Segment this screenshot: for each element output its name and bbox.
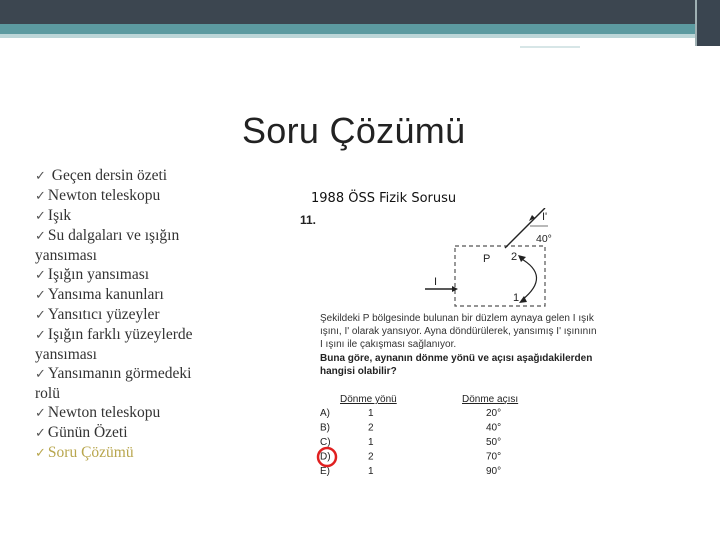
checkmark-icon: ✓ [35,446,46,461]
bullet-text: Yansıtıcı yüzeyler [47,306,160,323]
bullet-text: Yansımanın görmedeki rolü [35,365,192,402]
checkmark-icon: ✓ [35,169,46,184]
bullet-item [35,226,220,265]
option-dir: 2 [368,422,374,434]
option-letter: E) [320,466,330,477]
bullet-item [35,186,220,206]
bullet-item [35,364,220,403]
option-letter: C) [320,437,331,448]
question-number: 11. [300,213,317,227]
bullet-text: Newton teleskopu [47,187,161,204]
option-angle: 90° [486,466,502,477]
bullet-text: Işık [47,207,72,224]
option-letter: B) [320,422,330,434]
checkmark-icon: ✓ [35,189,46,204]
question-line-1: Şekildeki P bölgesinde bulunan bir düzlem aynaya gelen I ışık [320,313,594,324]
bullet-text: Geçen dersin özeti [47,167,168,184]
slide-title: Soru Çözümü [242,110,466,151]
bullet-text: Newton teleskopu [47,404,161,421]
option-letter: A) [320,408,330,419]
checkmark-icon: ✓ [35,406,46,421]
checkmark-icon: ✓ [35,209,46,224]
top-band-dark [0,0,720,24]
question-source-label: 1988 ÖSS Fizik Sorusu [311,191,457,206]
option-letter: D) [320,451,331,463]
checkmark-icon: ✓ [35,367,46,382]
bullet-text: Işığın yansıması [47,266,150,283]
bullet-text: Yansıma kanunları [47,286,164,303]
checkmark-icon: ✓ [35,268,46,283]
label-angle: 40° [536,233,552,245]
checkmark-icon: ✓ [35,288,46,303]
corner-decor-box [695,0,720,46]
bullet-item [35,265,220,285]
table-header-angle: Dönme açısı [462,394,519,405]
question-bold-2: hangisi olabilir? [320,366,397,377]
label-i-prime: I' [542,211,548,223]
top-band-teal-light [0,34,720,38]
option-angle: 70° [486,451,502,463]
decor-line [520,46,580,48]
bullet-item [35,305,220,325]
table-header-direction: Dönme yönü [340,394,397,405]
bullet-text: Su dalgaları ve ışığın yansıması [35,227,180,264]
rotation-arc [520,258,537,300]
option-dir: 2 [368,451,374,463]
bullet-list [35,166,220,463]
bullet-item [35,443,220,463]
p-region [455,246,545,306]
option-angle: 50° [486,437,502,448]
option-angle: 20° [486,408,502,419]
label-two: 2 [511,251,518,263]
bullet-item [35,285,220,305]
option-angle: 40° [486,422,502,434]
label-i: I [434,276,438,288]
option-dir: 1 [368,466,374,477]
bullet-item [35,403,220,423]
bullet-item [35,423,220,443]
checkmark-icon: ✓ [35,308,46,323]
checkmark-icon: ✓ [35,328,46,343]
checkmark-icon: ✓ [35,426,46,441]
bullet-text: Işığın farklı yüzeylerde yansıması [35,326,193,363]
option-dir: 1 [368,437,374,448]
top-band-teal [0,24,720,34]
bullet-item [35,166,220,186]
checkmark-icon: ✓ [35,229,46,244]
bullet-item [35,206,220,226]
bullet-item [35,325,220,364]
option-dir: 1 [368,408,374,419]
bullet-text: Günün Özeti [47,424,128,441]
question-image [300,208,680,488]
bullet-text: Soru Çözümü [47,444,134,461]
question-bold-1: Buna göre, aynanın dönme yönü ve açısı aşağıdakilerden [320,353,593,364]
label-p: P [483,253,491,265]
question-line-2: ışını, I' olarak yansıyor. Ayna döndürülerek, yansımış I' ışınının [320,326,597,337]
question-line-3: I ışını ile çakışması sağlanıyor. [320,339,457,350]
label-one: 1 [513,292,520,304]
